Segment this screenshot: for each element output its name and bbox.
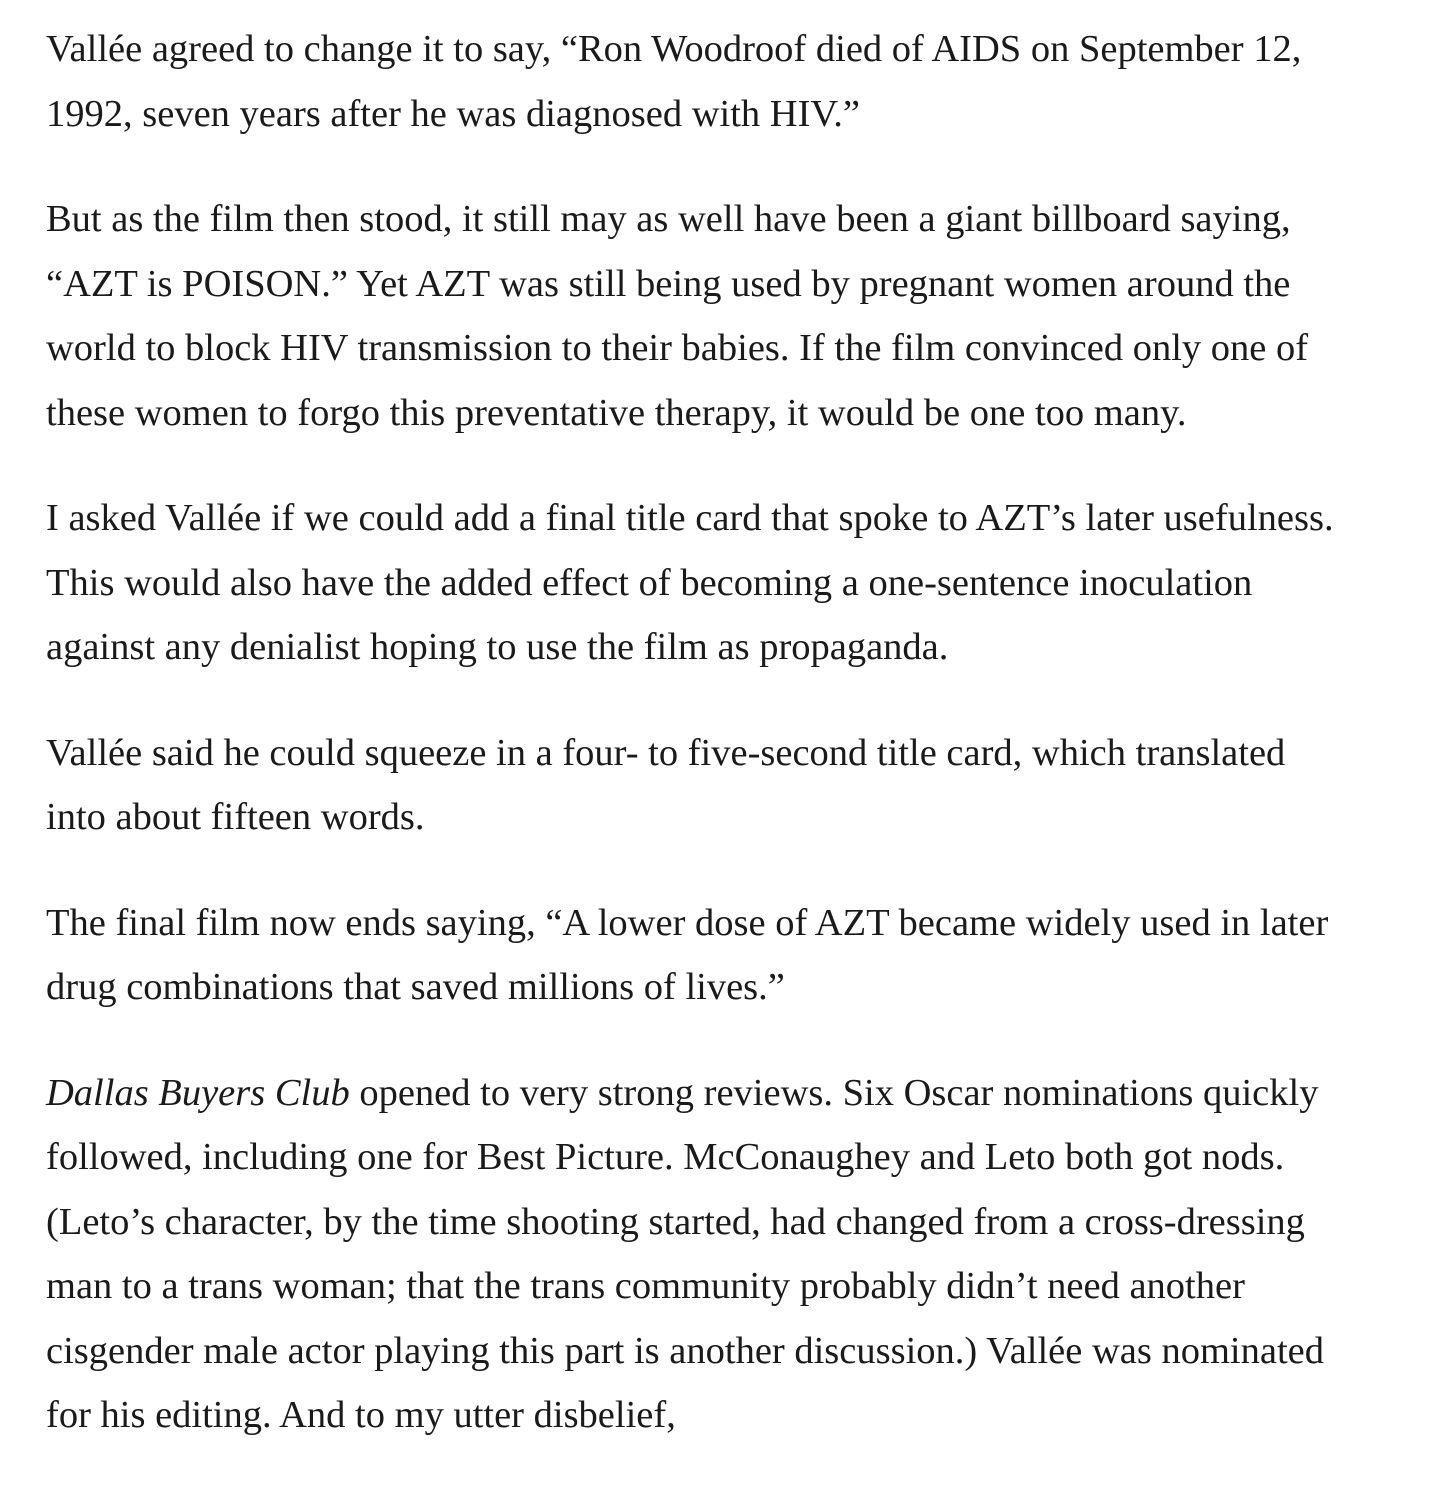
- paragraph-text: opened to very strong reviews. Six Oscar nominations quickly followed, including one for Best Picture. McConaughey and Leto both got nods. (Leto’s character, by the time shooting started, had changed from a cross-dressing man to a trans woman; that the trans community probably didn’t need another cisgender male actor playing this part is another discussion.) Vallée was nominated for his editing. And to my utter disbelief,: [46, 1071, 1325, 1436]
- paragraph-text: Vallée said he could squeeze in a four- to five-second title card, which translated into about fifteen words.: [46, 731, 1286, 838]
- paragraph-text: The final film now ends saying, “A lower dose of AZT became widely used in later drug combinations that saved millions of lives.”: [46, 901, 1329, 1008]
- paragraph-azt-poison: [46, 187, 1346, 445]
- paragraph-title-card-length: [46, 721, 1346, 850]
- paragraph-final-film-ending: [46, 891, 1346, 1020]
- paragraph-text: Vallée agreed to change it to say, “Ron Woodroof died of AIDS on September 12, 1992, seven years after he was diagnosed with HIV.”: [46, 28, 1302, 135]
- paragraph-final-title-card-request: [46, 486, 1346, 680]
- paragraph-death-title-card: [46, 17, 1346, 146]
- paragraph-oscar-nominations: [46, 1061, 1346, 1448]
- paragraph-text: I asked Vallée if we could add a final title card that spoke to AZT’s later usefulness. This would also have the added effect of becoming a one-sentence inoculation against any denialist hoping to use the film as propaganda.: [46, 497, 1334, 668]
- film-title-italic: Dallas Buyers Club: [46, 1071, 350, 1114]
- article-body: [46, 17, 1346, 1489]
- paragraph-text: But as the film then stood, it still may as well have been a giant billboard saying, “AZT is POISON.” Yet AZT was still being used by pregnant women around the world to block HIV transmission to their babies. If the film convinced only one of these women to forgo this preventative therapy, it would be one too many.: [46, 198, 1309, 434]
